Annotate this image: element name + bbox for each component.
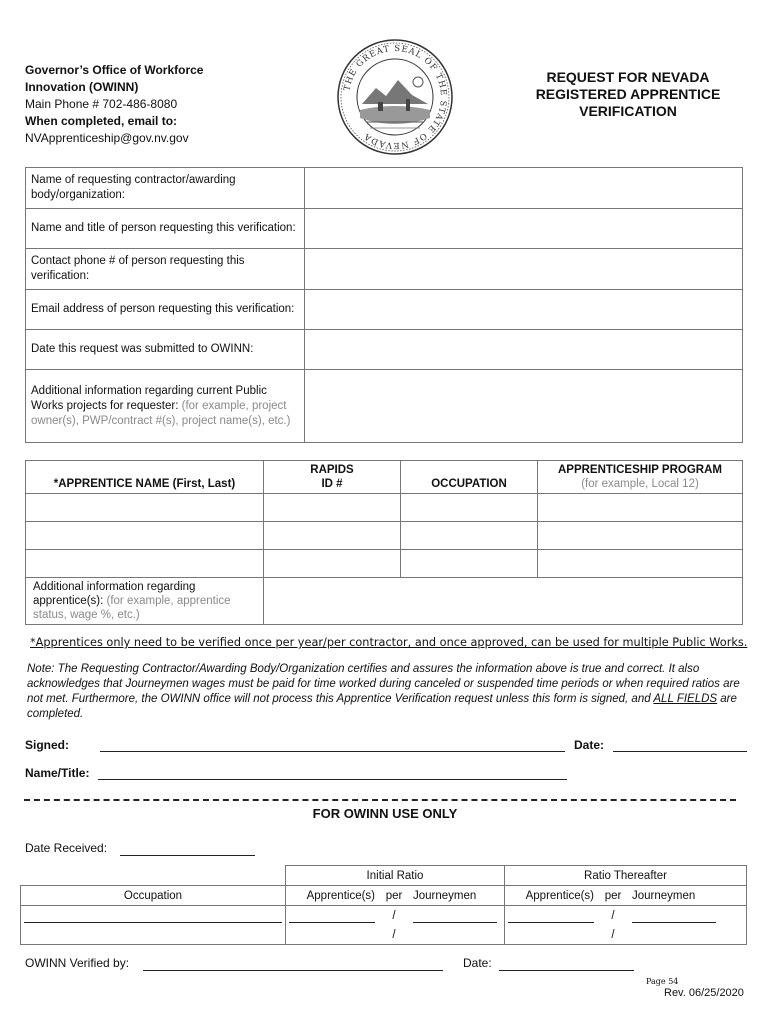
thereafter-journeymen-entry[interactable] — [629, 925, 747, 945]
rapids-id-cell[interactable] — [264, 550, 401, 578]
request-row-contractor — [26, 168, 743, 209]
apprentice-additional-row — [26, 578, 743, 625]
request-row-additional — [26, 370, 743, 443]
ratio-entry-row — [21, 906, 747, 926]
certification-text-end: are completed. — [27, 693, 737, 720]
verified-by-label: OWINN Verified by: — [25, 956, 130, 970]
owinn-use-only-title: FOR OWINN USE ONLY — [312, 806, 458, 821]
signed-label: Signed: — [25, 738, 69, 752]
thereafter-per-header: per — [597, 886, 629, 906]
initial-journeymen-entry[interactable] — [410, 925, 505, 945]
apprentice-name-cell[interactable] — [26, 550, 264, 578]
apprentice-table — [25, 460, 743, 625]
certification-text: Note: The Requesting Contractor/Awarding Body/Organization certifies and assures the information above is true and correct. It also acknowledges that Journeymen wages must be paid for time worked during canceled or suspended time periods or when required ratios are not met. Furthermore, the OWINN office will not process this Apprentice Verification request unless this form is signed, and — [27, 663, 740, 705]
contact-phone-label: Contact phone # of person requesting this verification: — [26, 249, 305, 290]
signature-date-label: Date: — [574, 738, 605, 752]
date-submitted-label: Date this request was submitted to OWINN: — [26, 330, 305, 370]
occupation-col-header: Occupation — [21, 886, 286, 906]
occupation-header: OCCUPATION — [401, 461, 538, 494]
apprentice-name-header: *APPRENTICE NAME (First, Last) — [26, 461, 264, 494]
program-header-hint: (for example, Local 12) — [581, 478, 699, 490]
occupation-cell[interactable] — [401, 550, 538, 578]
owinn-section-divider — [24, 799, 736, 801]
apprentice-additional-field[interactable] — [264, 578, 743, 625]
form-title-line1: REQUEST FOR NEVADA — [546, 69, 710, 85]
person-name-title-label: Name and title of person requesting this verification: — [26, 209, 305, 249]
office-name-line1: Governor’s Office of Workforce — [25, 63, 204, 77]
occupation-entry[interactable] — [21, 906, 286, 926]
program-header-text: APPRENTICESHIP PROGRAM — [557, 464, 722, 476]
initial-ratio-header: Initial Ratio — [286, 866, 505, 886]
date-submitted-field[interactable] — [305, 330, 743, 370]
page-number: Page 54 — [646, 977, 679, 986]
program-cell[interactable] — [538, 494, 743, 522]
initial-journeymen-entry[interactable] — [410, 906, 505, 926]
apprentice-additional-label — [26, 578, 264, 625]
apprentice-row — [26, 522, 743, 550]
apprentice-additional-hint: (for example, apprentice status, wage %, etc.) — [33, 595, 231, 621]
svg-text:THE GREAT SEAL OF THE STATE OF: THE GREAT SEAL OF THE STATE OF NEVADA — [342, 43, 449, 151]
program-cell[interactable] — [538, 522, 743, 550]
office-name-line2: Innovation (OWINN) — [25, 80, 139, 94]
verified-date-label: Date: — [463, 956, 492, 970]
thereafter-apprentices-header: Apprentice(s) — [505, 886, 598, 906]
all-fields-emphasis: ALL FIELDS — [653, 693, 718, 705]
program-header — [538, 461, 743, 494]
rapids-header-line2: ID # — [321, 478, 343, 490]
initial-apprentices-header: Apprentice(s) — [286, 886, 379, 906]
request-row-person — [26, 209, 743, 249]
occupation-cell[interactable] — [401, 494, 538, 522]
ratio-group-row — [21, 866, 747, 886]
office-info — [25, 62, 203, 147]
thereafter-apprentices-entry[interactable] — [505, 906, 598, 926]
nevada-state-seal — [336, 38, 454, 156]
person-name-title-field[interactable] — [305, 209, 743, 249]
thereafter-slash: / — [597, 925, 629, 945]
email-address-label: Email address of person requesting this verification: — [26, 290, 305, 330]
date-received-line[interactable] — [120, 855, 255, 856]
verified-date-line[interactable] — [499, 970, 634, 971]
apprentice-header-row — [26, 461, 743, 494]
request-info-table — [25, 167, 743, 443]
email-address-field[interactable] — [305, 290, 743, 330]
initial-apprentices-entry[interactable] — [286, 906, 379, 926]
contractor-label: Name of requesting contractor/awarding body/organization: — [26, 168, 305, 209]
additional-projects-hint: (for example, project owner(s), PWP/contract #(s), project name(s), etc.) — [31, 399, 291, 427]
verified-by-line[interactable] — [143, 970, 443, 971]
signature-line[interactable] — [100, 751, 565, 752]
form-title — [508, 69, 748, 120]
request-row-phone — [26, 249, 743, 290]
additional-projects-text: Additional information regarding current Public Works projects for requester: — [31, 384, 267, 412]
apprentice-additional-text: Additional information regarding apprentice(s): — [33, 581, 196, 607]
office-phone: Main Phone # 702-486-8080 — [25, 97, 178, 111]
name-title-line[interactable] — [98, 779, 567, 780]
apprentice-row — [26, 494, 743, 522]
rapids-header-line1: RAPIDS — [310, 464, 354, 476]
additional-projects-label — [26, 370, 305, 443]
initial-journeymen-header: Journeymen — [410, 886, 505, 906]
thereafter-apprentices-entry[interactable] — [505, 925, 598, 945]
thereafter-journeymen-header: Journeymen — [629, 886, 747, 906]
occupation-entry[interactable] — [21, 925, 286, 945]
form-title-line2: REGISTERED APPRENTICE — [535, 86, 721, 102]
additional-projects-field[interactable] — [305, 370, 743, 443]
apprentice-name-cell[interactable] — [26, 494, 264, 522]
thereafter-slash: / — [597, 906, 629, 926]
initial-slash: / — [378, 906, 410, 926]
ratio-entry-row — [21, 925, 747, 945]
date-received-label: Date Received: — [25, 841, 108, 855]
request-row-date — [26, 330, 743, 370]
revision-date: Rev. 06/25/2020 — [664, 987, 744, 999]
ratio-table — [20, 865, 747, 945]
request-row-email — [26, 290, 743, 330]
program-cell[interactable] — [538, 550, 743, 578]
certification-note — [27, 662, 745, 722]
ratio-thereafter-header: Ratio Thereafter — [505, 866, 747, 886]
initial-per-header: per — [378, 886, 410, 906]
rapids-id-cell[interactable] — [264, 494, 401, 522]
initial-slash: / — [378, 925, 410, 945]
apprentice-row — [26, 550, 743, 578]
contractor-field[interactable] — [305, 168, 743, 209]
office-email: NVApprenticeship@gov.nv.gov — [25, 131, 189, 145]
occupation-cell[interactable] — [401, 522, 538, 550]
contact-phone-field[interactable] — [305, 249, 743, 290]
initial-apprentices-entry[interactable] — [286, 925, 379, 945]
form-title-line3: VERIFICATION — [579, 103, 677, 119]
name-title-label: Name/Title: — [25, 766, 90, 780]
signature-date-line[interactable] — [613, 751, 747, 752]
thereafter-journeymen-entry[interactable] — [629, 906, 747, 926]
apprentice-verification-note: *Apprentices only need to be verified once per year/per contractor, and once approved, can be used for multiple Public Works. — [30, 636, 748, 649]
email-instruction: When completed, email to: — [25, 114, 178, 128]
rapids-id-header — [264, 461, 401, 494]
rapids-id-cell[interactable] — [264, 522, 401, 550]
ratio-subheader-row — [21, 886, 747, 906]
apprentice-name-cell[interactable] — [26, 522, 264, 550]
